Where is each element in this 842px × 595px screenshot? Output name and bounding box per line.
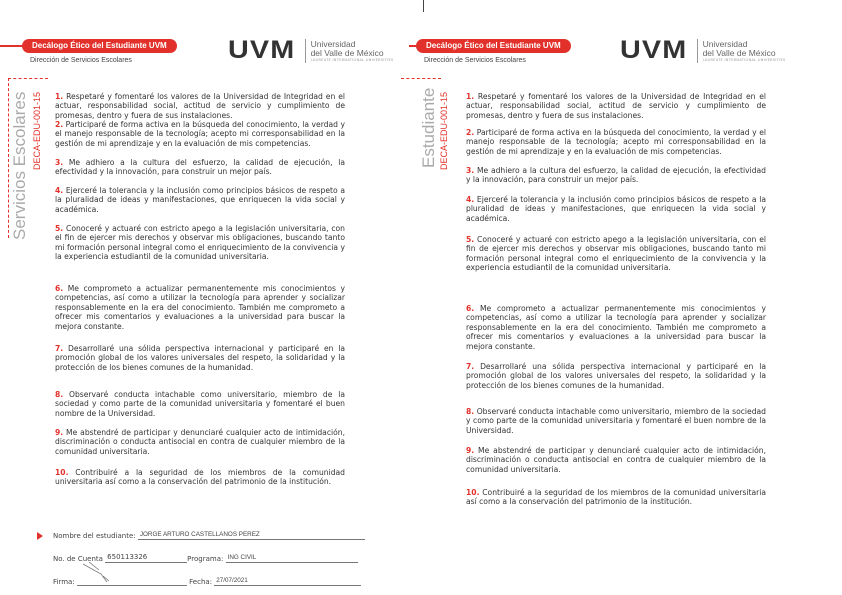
logo-name-2: del Valle de México — [702, 47, 776, 58]
item-number: 2. — [55, 120, 64, 129]
signature-field[interactable] — [77, 576, 187, 586]
item-number: 10. — [55, 468, 69, 477]
item-number: 10. — [466, 488, 480, 497]
decalogue-item-8 — [55, 390, 345, 418]
item-number: 7. — [466, 362, 475, 371]
signature-label: Firma: — [53, 578, 75, 586]
decalogue-item-8 — [466, 407, 766, 435]
decalogue-item-6 — [466, 304, 766, 351]
decalogue-item-1 — [466, 92, 766, 120]
item-text: Me comprometo a actualizar permanentemente mis conocimientos y competencias, así como a utilizar la tecnología para aprender y socializar responsablemente en la era del conocimiento. También me comprometo a ofrecer mis comentarios y evaluaciones a la universidad para buscar la mejora constante. — [55, 284, 345, 331]
logo-separator — [697, 39, 698, 63]
student-name-row — [53, 530, 365, 540]
side-code: DECA-EDU-001-15 — [32, 91, 42, 170]
item-number: 6. — [55, 284, 64, 293]
uvm-logo — [620, 36, 786, 65]
item-text: Me adhiero a la cultura del esfuerzo, la calidad de ejecución, la efectividad y la innovación, para construir un mejor país. — [55, 158, 345, 177]
item-number: 4. — [55, 186, 64, 195]
name-field[interactable]: JORGE ARTURO CASTELLANOS PEREZ — [138, 530, 365, 540]
side-top-border — [401, 78, 441, 79]
decalogue-item-1 — [55, 92, 345, 120]
item-text: Participaré de forma activa en la búsqueda del conocimiento, la verdad y el manejo responsable de la tecnología; acepto mi corresponsabilidad en la gestión de mi aprendizaje y en la evaluación de mis competencias. — [466, 128, 766, 156]
logo-name-1: Universidad — [702, 38, 748, 49]
item-number: 9. — [55, 428, 64, 437]
logo-tagline: LAUREATE INTERNATIONAL UNIVERSITIES — [310, 57, 394, 62]
item-number: 2. — [466, 128, 475, 137]
item-text: Me abstendré de participar y denunciaré cualquier acto de intimidación, discriminación o conducta antisocial en contra de cualquier miembro de la comunidad universitaria. — [466, 446, 766, 474]
item-text: Me abstendré de participar y denunciaré cualquier acto de intimidación, discriminación o conducta antisocial en contra de cualquier miembro de la comunidad universitaria. — [55, 428, 345, 456]
item-text: Me comprometo a actualizar permanentemente mis conocimientos y competencias, así como a utilizar la tecnología para aprender y socializar responsablemente en la era del conocimiento. También me comprometo a ofrecer mis comentarios y evaluaciones a la universidad para buscar la mejora constante. — [466, 304, 766, 351]
logo-abbr: UVM — [620, 36, 688, 64]
decalogue-item-7 — [466, 362, 766, 390]
logo-separator — [305, 39, 306, 63]
item-text: Observaré conducta intachable como universitario, miembro de la sociedad y como parte de la comunidad universitaria y fomentaré el buen nombre de la Universidad. — [55, 390, 345, 418]
name-label: Nombre del estudiante: — [53, 532, 136, 540]
item-text: Ejerceré la tolerancia y la inclusión como principios básicos de respeto a la pluralidad de ideas y manifestaciones, que enriquecen la vida social y académica. — [466, 195, 766, 223]
item-number: 9. — [466, 446, 475, 455]
item-text: Respetaré y fomentaré los valores de la Universidad de Integridad en el actuar, responsabilidad social, actitud de servicio y cumplimiento de promesas, dentro y fuera de sus instalaciones. — [55, 92, 345, 120]
program-field[interactable]: ING CIVIL — [226, 553, 358, 563]
item-number: 1. — [466, 92, 475, 101]
department-label: Dirección de Servicios Escolares — [30, 57, 132, 64]
item-text: Me adhiero a la cultura del esfuerzo, la calidad de ejecución, la efectividad y la innovación, para construir un mejor país. — [466, 166, 766, 185]
program-label: Programa: — [187, 555, 224, 563]
item-text: Participaré de forma activa en la búsqueda del conocimiento, la verdad y el manejo responsable de la tecnología; acepto mi corresponsabilidad en la gestión de mi aprendizaje y en la evaluación de mis competencias. — [55, 120, 345, 148]
item-text: Respetaré y fomentaré los valores de la Universidad de Integridad en el actuar, responsabilidad social, actitud de servicio y cumplimiento de promesas, dentro y fuera de sus instalaciones. — [466, 92, 766, 120]
decalogue-item-5 — [55, 224, 345, 262]
side-label: Servicios Escolares — [10, 91, 29, 240]
item-text: Contribuiré a la seguridad de los miembros de la comunidad universitaria así como a la conservación del patrimonio de la institución. — [55, 468, 345, 487]
decalogue-item-6 — [55, 284, 345, 331]
decalogue-item-3 — [55, 158, 345, 177]
side-top-border — [8, 78, 48, 79]
account-field[interactable]: 650113326 — [105, 553, 187, 563]
decalogue-item-2 — [55, 120, 345, 148]
item-number: 5. — [55, 224, 64, 233]
decalogue-item-7 — [55, 344, 345, 372]
item-text: Ejerceré la tolerancia y la inclusión como principios básicos de respeto a la pluralidad de ideas y manifestaciones, que enriquecen la vida social y académica. — [55, 186, 345, 214]
item-number: 4. — [466, 195, 475, 204]
decalogue-item-10 — [466, 488, 766, 507]
item-number: 5. — [466, 235, 475, 244]
decalogue-item-5 — [466, 235, 766, 273]
signature-scribble — [81, 562, 121, 584]
date-label: Fecha: — [189, 578, 213, 586]
decalogue-item-2 — [466, 128, 766, 156]
item-text: Contribuiré a la seguridad de los miembros de la comunidad universitaria así como a la conservación del patrimonio de la institución. — [466, 488, 766, 507]
right-page — [421, 0, 842, 595]
item-number: 6. — [466, 304, 475, 313]
header-title: Decálogo Ético del Estudiante UVM — [22, 39, 177, 53]
item-number: 1. — [55, 92, 64, 101]
logo-tagline: LAUREATE INTERNATIONAL UNIVERSITIES — [702, 57, 786, 62]
item-number: 3. — [466, 166, 475, 175]
arrow-icon — [37, 532, 43, 540]
item-text: Desarrollaré una sólida perspectiva internacional y participaré en la promoción global de los valores universales del respeto, la solidaridad y la protección de los bienes comunes de la humanidad. — [466, 362, 766, 390]
side-left-border — [8, 78, 9, 238]
decalogue-item-4 — [466, 195, 766, 223]
item-number: 8. — [466, 407, 475, 416]
signature-row — [53, 576, 361, 586]
item-number: 8. — [55, 390, 64, 399]
side-code: DECA-EDU-001-15 — [439, 91, 449, 170]
logo-abbr: UVM — [228, 36, 296, 64]
item-text: Conoceré y actuaré con estricto apego a la legislación universitaria, con el fin de ejercer mis derechos y observar mis obligaciones, buscando tanto mi formación personal integral como el enriquecimiento de la convivencia y la experiencia estudiantil de la comunidad universitaria. — [466, 235, 766, 273]
uvm-logo — [228, 36, 394, 65]
logo-name-2: del Valle de México — [310, 47, 384, 58]
side-label: Estudiante — [419, 87, 438, 168]
logo-name-1: Universidad — [310, 38, 356, 49]
header-title: Decálogo Ético del Estudiante UVM — [416, 39, 571, 53]
decalogue-item-9 — [466, 446, 766, 474]
account-label: No. de Cuenta — [53, 555, 103, 563]
department-label: Dirección de Servicios Escolares — [424, 57, 526, 64]
decalogue-item-10 — [55, 468, 345, 487]
decalogue-item-3 — [466, 166, 766, 185]
decalogue-item-9 — [55, 428, 345, 456]
item-text: Conoceré y actuaré con estricto apego a la legislación universitaria, con el fin de ejercer mis derechos y observar mis obligaciones, buscando tanto mi formación personal integral como el enriquecimiento de la convivencia y la experiencia estudiantil de la comunidad universitaria. — [55, 224, 345, 262]
item-text: Desarrollaré una sólida perspectiva internacional y participaré en la promoción global de los valores universales del respeto, la solidaridad y la protección de los bienes comunes de la humanidad. — [55, 344, 345, 372]
item-number: 3. — [55, 158, 64, 167]
item-number: 7. — [55, 344, 64, 353]
item-text: Observaré conducta intachable como universitario, miembro de la sociedad y como parte de la comunidad universitaria y fomentaré el buen nombre de la Universidad. — [466, 407, 766, 435]
decalogue-item-4 — [55, 186, 345, 214]
date-field[interactable]: 27/07/2021 — [214, 576, 361, 586]
